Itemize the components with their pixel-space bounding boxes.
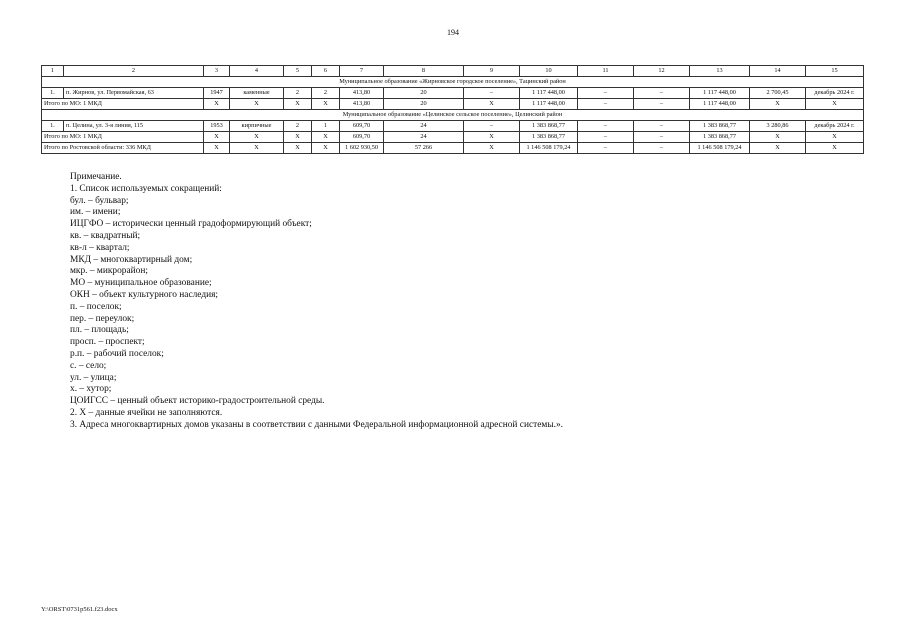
table-cell: 609,70	[340, 121, 384, 132]
header-cell: 10	[520, 66, 578, 77]
header-cell: 3	[204, 66, 230, 77]
table-cell: 2	[284, 88, 312, 99]
table-cell: 1 383 868,77	[690, 132, 750, 143]
table-cell: 1 383 868,77	[520, 121, 578, 132]
abbreviation-item: пер. – переулок;	[70, 313, 135, 324]
abbreviation-item: п. – поселок;	[70, 301, 122, 312]
table-cell: 2	[284, 121, 312, 132]
table-cell: X	[204, 132, 230, 143]
table-cell: 609,70	[340, 132, 384, 143]
table-cell: 1947	[204, 88, 230, 99]
table-cell: 2	[312, 88, 340, 99]
total-row	[42, 99, 864, 110]
table-row	[42, 121, 864, 132]
table-cell: 2 700,45	[750, 88, 806, 99]
header-cell: 4	[230, 66, 284, 77]
table-cell: декабрь 2024 г.	[806, 121, 864, 132]
table-cell: X	[806, 143, 864, 154]
abbreviation-item: им. – имени;	[70, 207, 121, 218]
abbreviation-item: пл. – площадь;	[70, 325, 129, 336]
header-cell: 2	[64, 66, 204, 77]
table-cell: 1.	[42, 88, 64, 99]
note-item-2: 2. X – данные ячейки не заполняются.	[70, 407, 223, 418]
table-cell: 413,80	[340, 88, 384, 99]
table-cell: –	[578, 88, 634, 99]
abbreviation-item: ОКН – объект культурного наследия;	[70, 289, 219, 300]
table-cell: X	[230, 99, 284, 110]
table-cell: –	[634, 132, 690, 143]
table-cell: X	[204, 99, 230, 110]
table-cell: кирпичные	[230, 121, 284, 132]
header-cell: 13	[690, 66, 750, 77]
table-cell: 57 266	[384, 143, 464, 154]
abbreviation-item: ИЦГФО – исторически ценный градоформирующий объект;	[70, 219, 312, 230]
grand-total-label: Итого по Ростовской области: 336 МКД	[42, 143, 204, 154]
table-cell: 20	[384, 99, 464, 110]
header-cell: 7	[340, 66, 384, 77]
table-cell: X	[230, 143, 284, 154]
table-cell: X	[464, 132, 520, 143]
header-cell: 5	[284, 66, 312, 77]
abbreviation-item: просп. – проспект;	[70, 337, 145, 348]
table-cell: 1 383 868,77	[520, 132, 578, 143]
abbreviation-item: р.п. – рабочий поселок;	[70, 348, 164, 359]
table-cell: –	[578, 121, 634, 132]
total-row	[42, 132, 864, 143]
data-table	[41, 65, 864, 154]
table-cell: 1 146 508 179,24	[690, 143, 750, 154]
table-cell: 1 117 448,00	[690, 88, 750, 99]
table-cell: 1 146 508 179,24	[520, 143, 578, 154]
table-cell: 1 117 448,00	[690, 99, 750, 110]
total-label: Итого по МО: 1 МКД	[42, 99, 204, 110]
header-cell: 11	[578, 66, 634, 77]
table-cell: –	[464, 88, 520, 99]
note-item-1: 1. Список используемых сокращений:	[70, 183, 222, 194]
table-cell: 24	[384, 132, 464, 143]
abbreviation-item: кв-л – квартал;	[70, 242, 130, 253]
notes-title: Примечание.	[70, 172, 122, 182]
table-cell: X	[284, 143, 312, 154]
header-cell: 12	[634, 66, 690, 77]
table-cell: X	[312, 143, 340, 154]
address-cell: п. Жирнов, ул. Первомайская, 63	[64, 88, 204, 99]
table-cell: X	[750, 143, 806, 154]
table-cell: –	[634, 143, 690, 154]
table-cell: X	[204, 143, 230, 154]
abbreviation-item: ЦОИГСС – ценный объект историко-градостроительной среды.	[70, 396, 325, 407]
table-cell: 1 602 930,50	[340, 143, 384, 154]
table-cell: 24	[384, 121, 464, 132]
table-cell: 1 383 868,77	[690, 121, 750, 132]
header-cell: 15	[806, 66, 864, 77]
table-cell: 1.	[42, 121, 64, 132]
abbreviation-item: х. – хутор;	[70, 384, 112, 395]
footer-file-path: Y:\ORST\0731p561.f23.docx	[41, 606, 118, 613]
abbreviation-item: мкр. – микрорайон;	[70, 266, 148, 277]
section-title-row	[42, 110, 864, 121]
table-cell: X	[806, 99, 864, 110]
table-cell: X	[750, 132, 806, 143]
table-cell: X	[312, 99, 340, 110]
table-cell: X	[284, 132, 312, 143]
table-cell: X	[312, 132, 340, 143]
table-cell: 1953	[204, 121, 230, 132]
table-cell: каменные	[230, 88, 284, 99]
table-cell: 1 117 448,00	[520, 99, 578, 110]
table-cell: X	[464, 143, 520, 154]
section-title: Муниципальное образование «Целинское сельское поселение», Целинский район	[42, 110, 864, 121]
table-cell: –	[634, 88, 690, 99]
header-cell: 1	[42, 66, 64, 77]
table-cell: X	[284, 99, 312, 110]
table-cell: –	[634, 99, 690, 110]
section-title-row	[42, 77, 864, 88]
table-cell: –	[464, 121, 520, 132]
abbreviation-item: МО – муниципальное образование;	[70, 278, 212, 289]
grand-total-row	[42, 143, 864, 154]
table-cell: 1	[312, 121, 340, 132]
table-cell: 20	[384, 88, 464, 99]
table-cell: –	[578, 99, 634, 110]
header-cell: 9	[464, 66, 520, 77]
table-cell: 3 280,86	[750, 121, 806, 132]
section-title: Муниципальное образование «Жирновское городское поселение», Тацинский район	[42, 77, 864, 88]
table-header-row	[42, 66, 864, 77]
abbreviation-item: ул. – улица;	[70, 372, 117, 383]
abbreviation-item: бул. – бульвар;	[70, 195, 129, 206]
table-cell: 1 117 448,00	[520, 88, 578, 99]
table-cell: X	[230, 132, 284, 143]
total-label: Итого по МО: 1 МКД	[42, 132, 204, 143]
table-cell: –	[578, 132, 634, 143]
page-number: 194	[447, 28, 459, 37]
table-cell: X	[806, 132, 864, 143]
table-cell: –	[634, 121, 690, 132]
abbreviation-item: МКД – многоквартирный дом;	[70, 254, 193, 265]
table-cell: X	[464, 99, 520, 110]
table-cell: декабрь 2024 г.	[806, 88, 864, 99]
abbreviation-item: с. – село;	[70, 360, 107, 371]
header-cell: 6	[312, 66, 340, 77]
address-cell: п. Целина, ул. 3-я линия, 115	[64, 121, 204, 132]
table-cell: X	[750, 99, 806, 110]
table-row	[42, 88, 864, 99]
table-cell: –	[578, 143, 634, 154]
header-cell: 14	[750, 66, 806, 77]
table-cell: 413,80	[340, 99, 384, 110]
note-item-3: 3. Адреса многоквартирных домов указаны в соответствии с данными Федеральной информационной адресной системы.».	[70, 419, 563, 430]
header-cell: 8	[384, 66, 464, 77]
notes-section	[70, 172, 870, 432]
abbreviation-item: кв. – квадратный;	[70, 230, 141, 241]
